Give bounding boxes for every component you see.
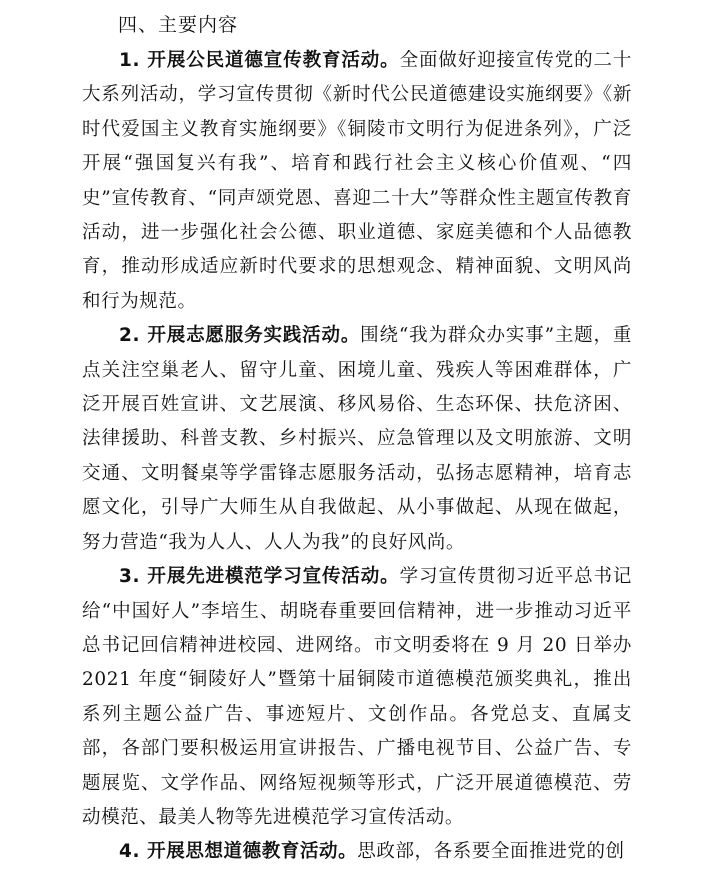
paragraph-1: [82, 44, 632, 319]
paragraph-4-title: 4. 开展思想道德教育活动。: [119, 841, 358, 863]
section-heading: 四、主要内容: [118, 14, 239, 36]
paragraph-3: [82, 560, 632, 835]
paragraph-1-title: 1. 开展公民道德宣传教育活动。: [119, 50, 400, 71]
paragraph-4-body: 思政部，各系要全面推进党的创: [357, 841, 625, 863]
paragraph-2-body: 围绕“我为群众办实事”主题，重点关注空巢老人、留守儿童、困境儿童、残疾人等困难群体，广泛开展百姓宣讲、文艺展演、移风易俗、生态环保、扶危济困、法律援助、科普支教、乡村振兴、应急管理以及文明旅游、文明交通、文明餐桌等学雷锋志愿服务活动，弘扬志愿精神，培育志愿文化，引导广大师生从自我做起、从小事做起、从现在做起，努力营造“我为人人、人人为我”的良好风尚。: [82, 325, 632, 553]
paragraph-4: [82, 835, 632, 869]
paragraph-3-title: 3. 开展先进模范学习宣传活动。: [119, 566, 400, 588]
paragraph-2-title: 2. 开展志愿服务实践活动。: [119, 325, 361, 347]
paragraph-3-body: 学习宣传贯彻习近平总书记给“中国好人”李培生、胡晓春重要回信精神，进一步推动习近平总书记回信精神进校园、进网络。市文明委将在 9 月 20 日举办 2021 年度“铜陵好人”暨第十届铜陵市道德模范颁奖典礼，推出系列主题公益广告、事迹短片、文创作品。各党总支、直属支部，各部门要积极运用宣讲报告、广播电视节目、公益广告、专题展览、文学作品、网络短视频等形式，广泛开展道德模范、劳动模范、最美人物等先进模范学习宣传活动。: [82, 566, 632, 828]
paragraph-1-body: 全面做好迎接宣传党的二十大系列活动，学习宣传贯彻《新时代公民道德建设实施纲要》《新时代爱国主义教育实施纲要》《铜陵市文明行为促进条列》，广泛开展“强国复兴有我”、培育和践行社会主义核心价值观、“四史”宣传教育、“同声颂党恩、喜迎二十大”等群众性主题宣传教育活动，进一步强化社会公德、职业道德、家庭美德和个人品德教育，推动形成适应新时代要求的思想观念、精神面貌、文明风尚和行为规范。: [82, 50, 632, 312]
paragraph-2: [82, 319, 632, 560]
